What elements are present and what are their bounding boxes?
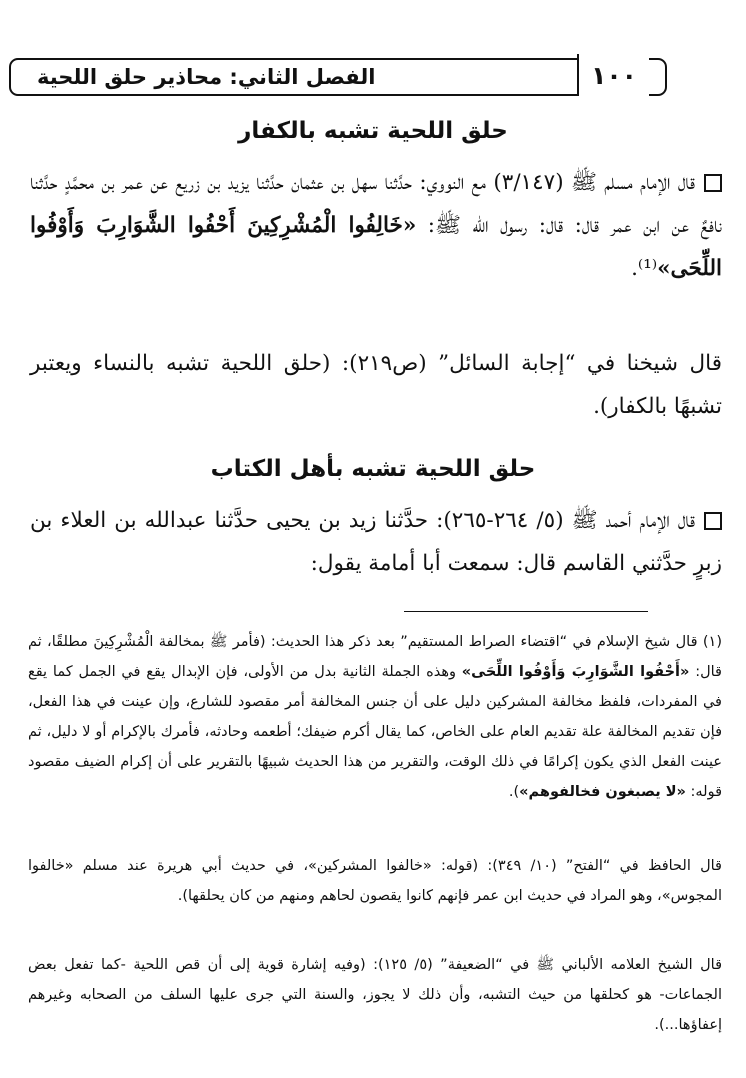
footnote-1-end: ). — [508, 784, 520, 800]
square-bullet-icon — [704, 174, 722, 192]
footnote-1-text-b: وهذه الجملة الثانية بدل من الأولى، فإن الإبدال يقع في الجمل كما يقع في المفردات، فلفظ مخالفة المشركين دليل على أن جنس المخالفة أمر مقصود للشارع، وإن عينت في هذا الفعل، فإن تقديم المخالفة علة تقديم العام على الخاص، كما يقال أكرم ضيفك؛ أطعمه وحادثه، فأمرك بالإكرام أو لا دليل، ثم عينت الفعل الذي يكون إكرامًا في ذلك الوقت، والتقرير من هذا الحديث شبيهًا بالتقرير على أن إكرام الضيف مقصود قوله: — [28, 664, 722, 800]
running-header — [9, 58, 667, 96]
footnote-1 — [28, 627, 722, 807]
footnote-1-quote: «أَحْفُوا الشَّوَارِبَ وَأَوْفُوا اللِّحَى» — [461, 664, 690, 680]
footnote-1-text-a: (١) قال شيخ الإسلام في “اقتضاء الصراط المستقيم” بعد ذكر هذا الحديث: (فأمر ﷺ بمخالفة الْمُشْرِكِينَ مطلقًا، ثم قال: — [28, 634, 722, 680]
section-heading-2: حلق اللحية تشبه بأهل الكتاب — [210, 456, 536, 482]
section-heading-1: حلق اللحية تشبه بالكفار — [238, 118, 508, 144]
commentary-paragraph-1: قال شيخنا في “إجابة السائل” (ص٢١٩): (حلق اللحية تشبه بالنساء ويعتبر تشبهًا بالكفار). — [30, 351, 722, 419]
hadith-text-1: قال الإمام مسلم ﷺ (٣/١٤٧) مع النووي: حدَّثنا سهل بن عثمان حدَّثنا يزيد بن زريع عن عمر بن محمَّدٍ حدَّثنا نافعٌ عن ابن عمر قال: قال: رسول الله ﷺ: — [30, 170, 722, 238]
footnote-ref-1: ⁽¹⁾. — [631, 256, 658, 281]
hadith-quote-1: «خَالِفُوا الْمُشْرِكِينَ أَحْفُوا الشَّوَارِبَ وَأَوْفُوا اللِّحَى» — [30, 213, 722, 281]
hadith-paragraph-2 — [30, 499, 722, 585]
footnote-separator — [404, 611, 648, 612]
hadith-paragraph-1 — [30, 161, 722, 290]
footnote-1-quote-2: «لا يصبغون فخالفوهم» — [519, 784, 686, 800]
page-number: ١٠٠ — [577, 54, 649, 96]
hadith-text-2: قال الإمام أحمد ﷺ (٥/ ٢٦٤-٢٦٥): حدَّثنا زيد بن يحيى حدَّثنا عبدالله بن العلاء بن زبرٍ حدَّثني القاسم قال: سمعت أبا أمامة يقول: — [30, 508, 722, 576]
footnote-2: قال الحافظ في “الفتح” (١٠/ ٣٤٩): (قوله: «خالفوا المشركين»، في حديث أبي هريرة عند مسلم «خالفوا المجوس»، وهو المراد في حديث ابن عمر فإنهم كانوا يقصون لحاهم ومنهم من كان يحلقها). — [28, 858, 722, 904]
square-bullet-icon — [704, 512, 722, 530]
footnote-3: قال الشيخ العلامه الألباني ﷺ في “الضعيفة” (٥/ ١٢٥): (وفيه إشارة قوية إلى أن قص اللحية -كما تفعل بعض الجماعات- هو كحلقها من حيث التشبه، وأن ذلك لا يجوز، والسنة التي جرى عليها السلف من الصحابه وغيرهم إعفاؤها...). — [28, 957, 723, 1033]
chapter-title: الفصل الثاني: محاذير حلق اللحية — [37, 65, 376, 89]
